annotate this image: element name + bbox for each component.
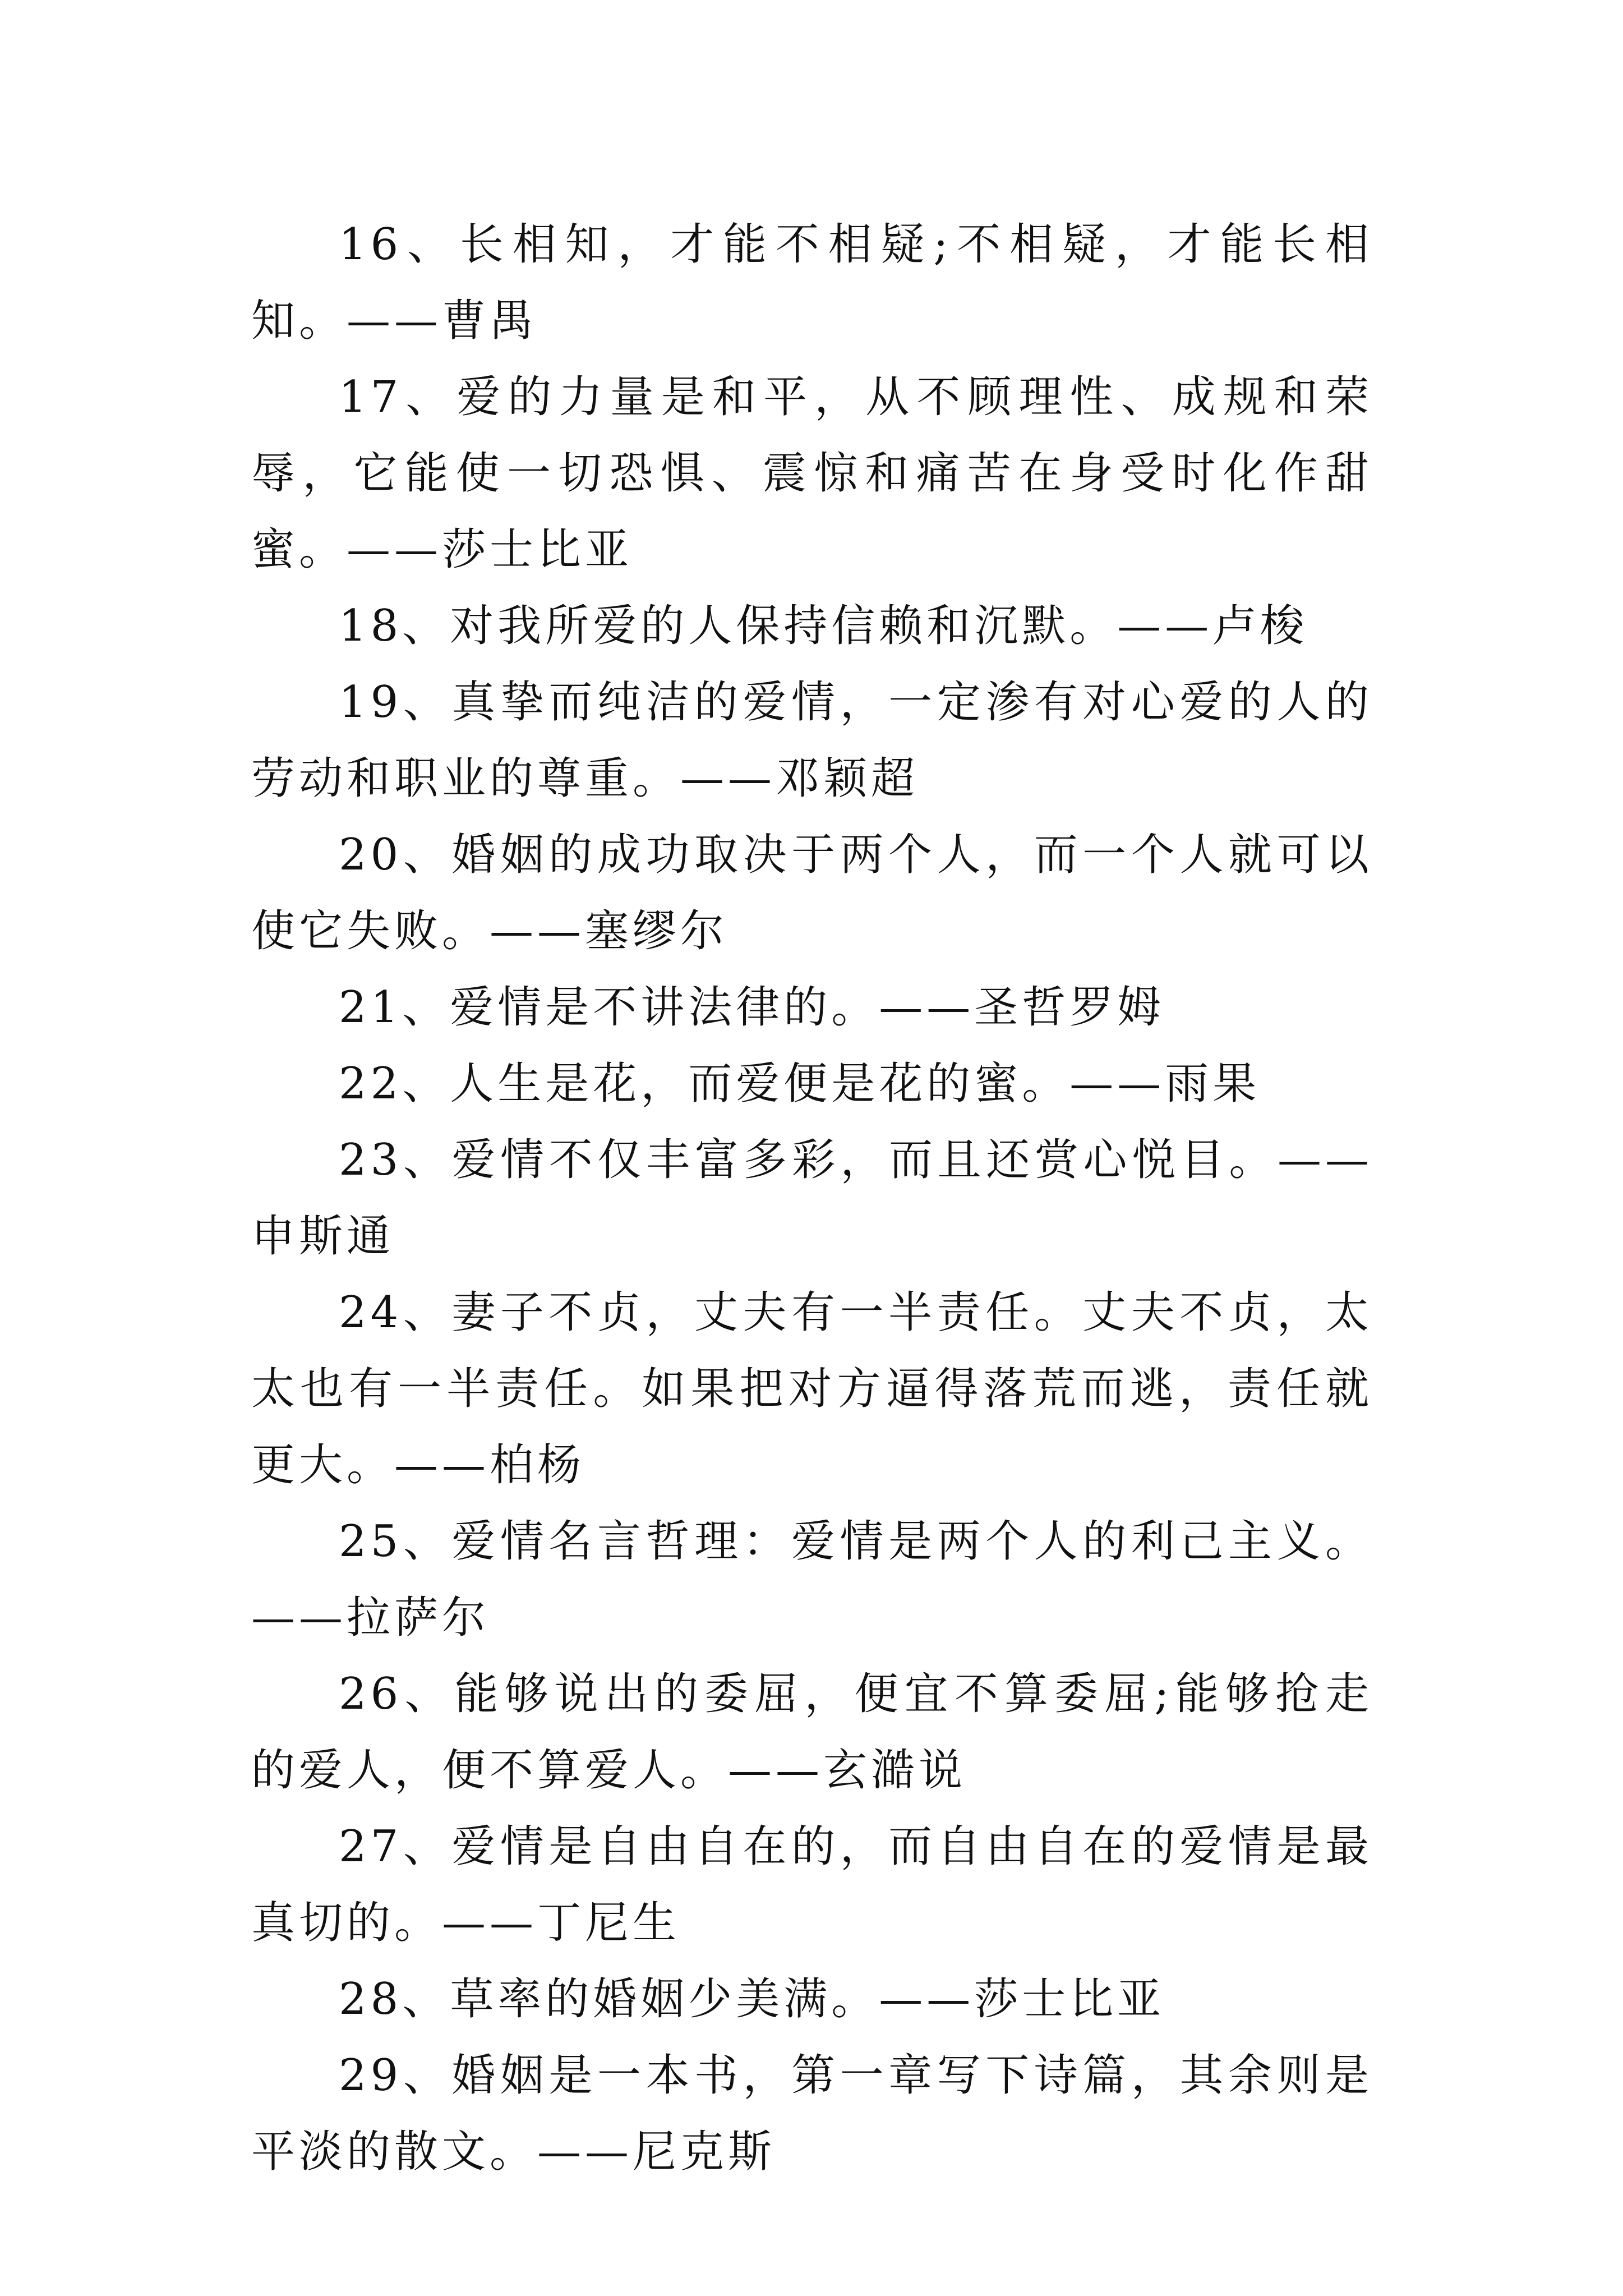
quote-25: 25、爱情名言哲理：爱情是两个人的利己主义。——拉萨尔 bbox=[251, 1516, 1373, 1643]
quote-20: 20、婚姻的成功取决于两个人，而一个人就可以使它失败。——塞缪尔 bbox=[251, 830, 1373, 956]
quote-18: 18、对我所爱的人保持信赖和沉默。——卢梭 bbox=[339, 601, 1308, 651]
quote-24: 24、妻子不贞，丈夫有一半责任。丈夫不贞，太太也有一半责任。如果把对方逼得落荒而逃，责任就更大。——柏杨 bbox=[251, 1287, 1373, 1490]
quote-22: 22、人生是花，而爱便是花的蜜。——雨果 bbox=[339, 1059, 1261, 1109]
quote-23: 23、爱情不仅丰富多彩，而且还赏心悦目。——申斯通 bbox=[251, 1135, 1373, 1262]
quote-17: 17、爱的力量是和平，从不顾理性、成规和荣辱，它能使一切恐惧、震惊和痛苦在身受时化作甜蜜。——莎士比亚 bbox=[251, 372, 1373, 575]
quote-list bbox=[251, 206, 1373, 2190]
quote-28: 28、草率的婚姻少美满。——莎士比亚 bbox=[339, 1974, 1165, 2024]
quote-27: 27、爱情是自由自在的，而自由自在的爱情是最真切的。——丁尼生 bbox=[251, 1821, 1373, 1948]
quote-26: 26、能够说出的委屈，便宜不算委屈;能够抢走的爱人，便不算爱人。——玄澔说 bbox=[251, 1669, 1373, 1796]
quote-16: 16、长相知，才能不相疑;不相疑，才能长相知。——曹禺 bbox=[251, 219, 1373, 346]
quote-21: 21、爱情是不讲法律的。——圣哲罗姆 bbox=[339, 982, 1165, 1033]
quote-29: 29、婚姻是一本书，第一章写下诗篇，其余则是平淡的散文。——尼克斯 bbox=[251, 2050, 1373, 2177]
quote-19: 19、真挚而纯洁的爱情，一定渗有对心爱的人的劳动和职业的尊重。——邓颖超 bbox=[251, 677, 1373, 804]
